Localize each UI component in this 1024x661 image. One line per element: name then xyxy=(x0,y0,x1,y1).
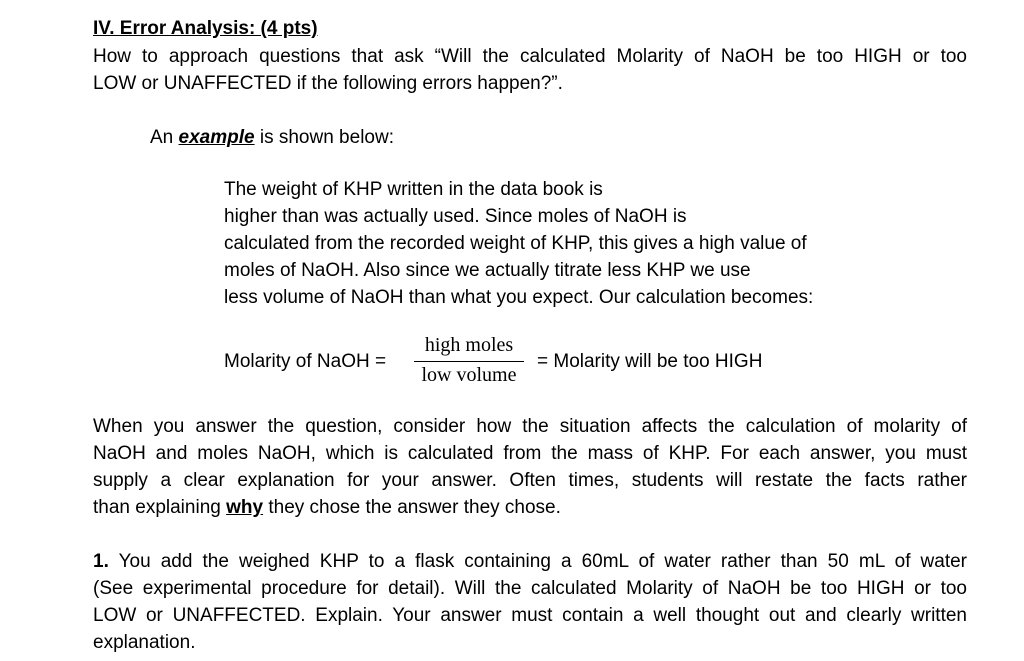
guidance-line-4-prefix: than explaining xyxy=(93,497,221,518)
example-intro xyxy=(150,124,394,151)
equation-denominator: low volume xyxy=(421,364,517,386)
guidance-emphasis-why: why xyxy=(226,497,264,518)
guidance-line-4 xyxy=(93,494,561,521)
example-line-1: The weight of KHP written in the data book is xyxy=(224,179,603,200)
question-1-line-2: (See experimental procedure for detail). Will the calculated Molarity of NaOH be too HIGH or too xyxy=(93,578,967,599)
equation-rhs: = Molarity will be too HIGH xyxy=(537,351,763,372)
question-1-line-4: explanation. xyxy=(93,632,196,653)
intro-line-1: How to approach questions that ask “Will the calculated Molarity of NaOH be too HIGH or too xyxy=(93,46,967,67)
guidance-line-1: When you answer the question, consider how the situation affects the calculation of molarity of xyxy=(93,416,967,437)
example-prefix: An xyxy=(150,127,174,148)
guidance-line-3: supply a clear explanation for your answer. Often times, students will restate the facts rather xyxy=(93,470,967,491)
example-line-4: moles of NaOH. Also since we actually titrate less KHP we use xyxy=(224,260,751,281)
question-1-text-1: You add the weighed KHP to a flask containing a 60mL of water rather than 50 mL of water xyxy=(118,551,967,572)
equation-numerator: high moles xyxy=(424,334,514,356)
fraction-bar xyxy=(414,361,524,362)
guidance-line-4-suffix: they chose the answer they chose. xyxy=(268,497,561,518)
question-1-line-3: LOW or UNAFFECTED. Explain. Your answer must contain a well thought out and clearly written xyxy=(93,605,967,626)
example-keyword: example xyxy=(178,127,255,148)
question-1-number: 1. xyxy=(93,551,109,572)
example-line-2: higher than was actually used. Since moles of NaOH is xyxy=(224,206,687,227)
example-suffix: is shown below: xyxy=(259,127,394,148)
guidance-line-2: NaOH and moles NaOH, which is calculated from the mass of KHP. For each answer, you must xyxy=(93,443,967,464)
equation-lhs: Molarity of NaOH = xyxy=(224,351,387,372)
intro-line-2: LOW or UNAFFECTED if the following errors happen?”. xyxy=(93,73,563,94)
section-heading: IV. Error Analysis: (4 pts) xyxy=(93,18,318,39)
question-1-line-1 xyxy=(93,548,967,575)
example-line-3: calculated from the recorded weight of KHP, this gives a high value of xyxy=(224,233,807,254)
example-line-5: less volume of NaOH than what you expect. Our calculation becomes: xyxy=(224,287,814,308)
